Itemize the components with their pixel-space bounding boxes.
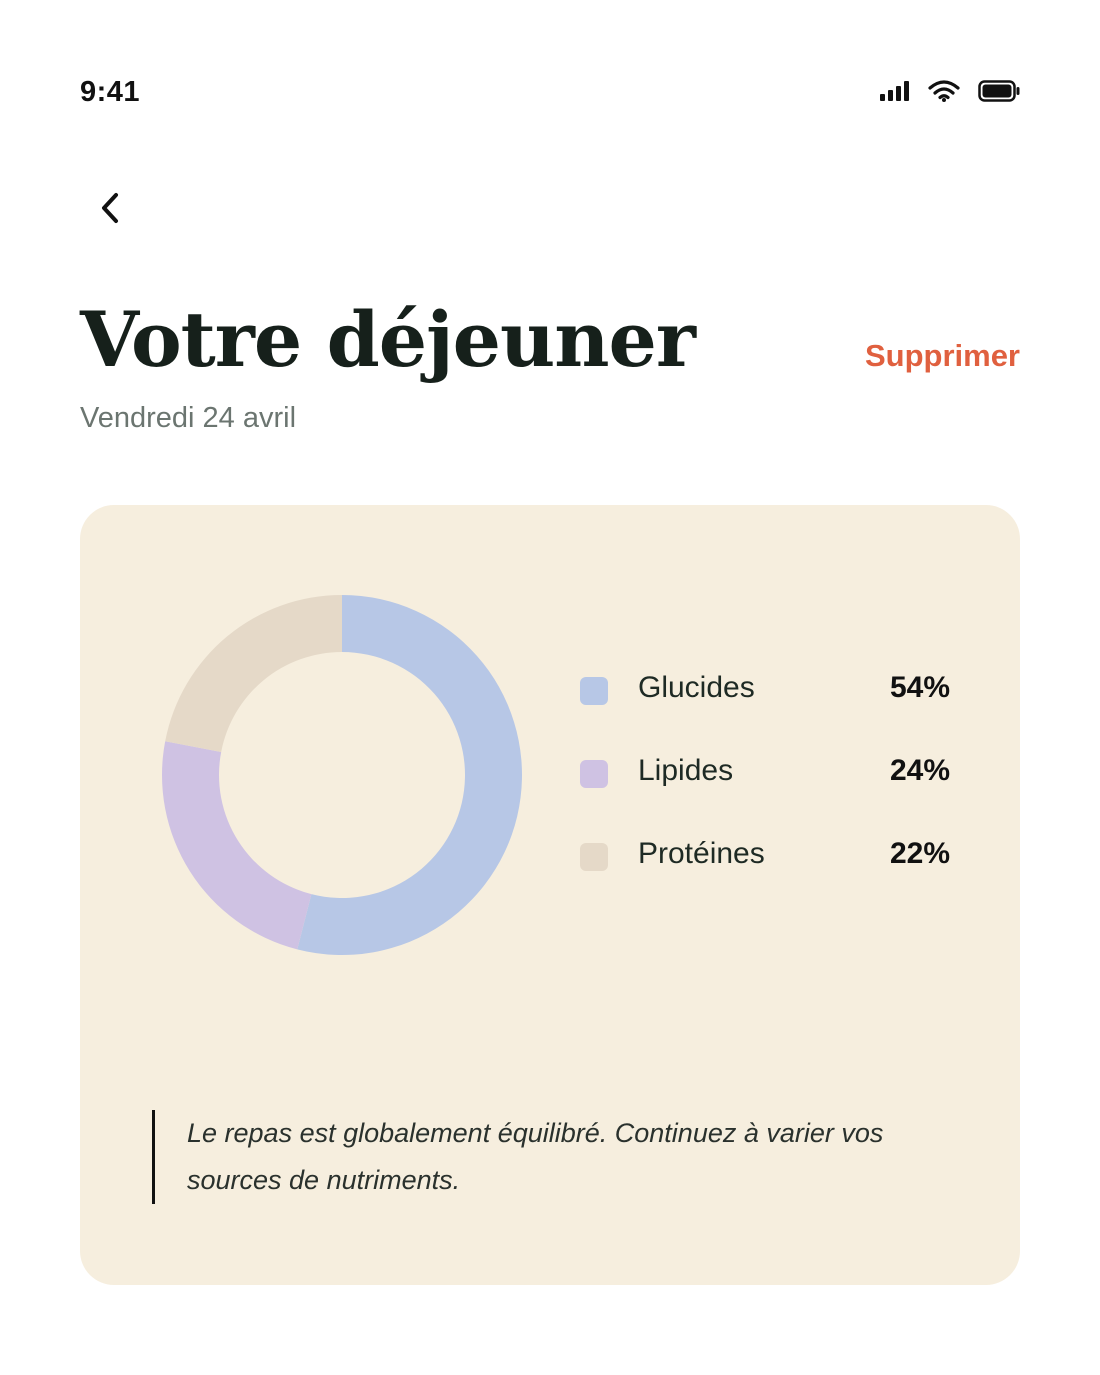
delete-button[interactable]: Supprimer	[864, 338, 1020, 373]
legend-value: 24%	[889, 754, 950, 787]
legend-label: Glucides	[638, 671, 755, 704]
legend-swatch-glucides	[580, 677, 608, 705]
legend-value: 22%	[889, 837, 950, 870]
chevron-left-icon	[98, 190, 122, 226]
macro-donut-chart	[160, 593, 524, 957]
meal-feedback-note: Le repas est globalement équilibré. Continuez à varier vos sources de nutriments.	[152, 1110, 947, 1204]
legend-item-glucides	[580, 665, 950, 748]
battery-icon	[978, 80, 1020, 102]
back-button[interactable]	[84, 178, 136, 238]
nutrition-card	[80, 505, 1020, 1285]
legend-item-lipides	[580, 748, 950, 831]
donut-slice-lipides	[162, 741, 311, 949]
legend-swatch-lipides	[580, 760, 608, 788]
status-time: 9:41	[80, 76, 141, 108]
legend-label: Lipides	[638, 754, 734, 787]
cellular-signal-icon	[880, 81, 910, 101]
legend-label: Protéines	[638, 837, 765, 870]
page-title: Votre déjeuner	[80, 295, 695, 384]
legend-item-proteines	[580, 831, 950, 914]
legend-value: 54%	[889, 671, 950, 704]
status-bar	[0, 0, 1100, 130]
wifi-icon	[928, 80, 960, 102]
donut-slice-proteines	[165, 595, 342, 752]
date-subtitle: Vendredi 24 avril	[80, 402, 297, 434]
status-icons	[880, 80, 1020, 102]
chart-legend	[580, 665, 950, 914]
legend-swatch-proteines	[580, 843, 608, 871]
